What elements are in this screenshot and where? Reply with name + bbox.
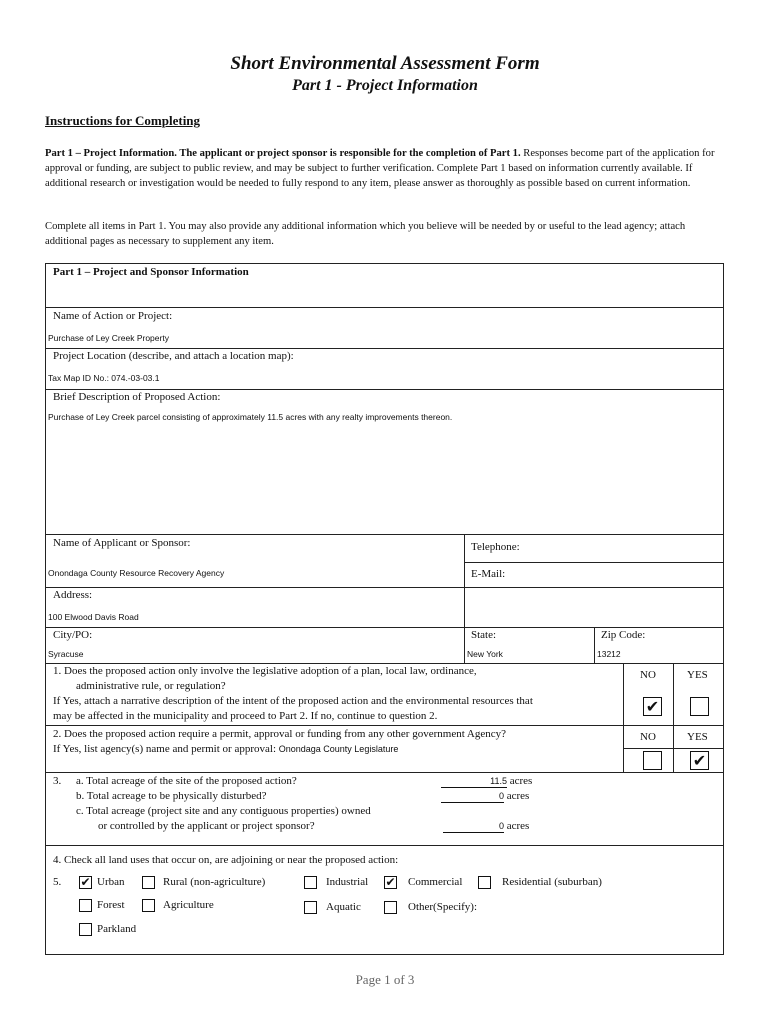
- q1-line4: may be affected in the municipality and proceed to Part 2. If no, continue to question 2.: [53, 710, 438, 722]
- q2-no-checkbox[interactable]: [643, 751, 662, 770]
- page-footer: Page 1 of 3: [355, 972, 415, 987]
- q4-text: 4. Check all land uses that occur on, are adjoining or near the proposed action:: [53, 854, 399, 866]
- section-title: Part 1 – Project and Sponsor Information: [53, 266, 249, 278]
- email-label: E-Mail:: [471, 568, 506, 580]
- q3c-label-1: c. Total acreage (project site and any contiguous properties) owned: [76, 805, 371, 817]
- zip-label: Zip Code:: [601, 629, 646, 641]
- instructions-paragraph-2: Complete all items in Part 1. You may also provide any additional information which you believe will be needed by or useful to the lead agency; attach additional pages as necessary to supplement any item.: [45, 221, 686, 247]
- industrial-label: Industrial: [326, 876, 369, 888]
- q3c-unit: acres: [506, 820, 530, 832]
- industrial-checkbox[interactable]: [304, 876, 317, 889]
- form-title: Short Environmental Assessment Form: [230, 53, 540, 74]
- q2-yes-checkbox[interactable]: ✔: [690, 751, 709, 770]
- forest-label: Forest: [97, 899, 125, 911]
- city-label: City/PO:: [53, 629, 93, 641]
- residential-label: Residential (suburban): [502, 876, 602, 888]
- agriculture-label: Agriculture: [163, 899, 214, 911]
- q2-yes-label: YES: [687, 731, 708, 743]
- telephone-label: Telephone:: [471, 541, 520, 553]
- commercial-label: Commercial: [408, 876, 463, 888]
- state-label: State:: [471, 629, 497, 641]
- q3c-value[interactable]: 0: [443, 821, 504, 833]
- aquatic-label: Aquatic: [326, 901, 361, 913]
- zip-value[interactable]: 13212: [597, 649, 621, 659]
- q2-agency-value[interactable]: Onondaga County Legislature: [278, 744, 399, 754]
- project-location-value[interactable]: Tax Map ID No.: 074.-03-03.1: [48, 373, 160, 383]
- parkland-checkbox[interactable]: [79, 923, 92, 936]
- instructions-para1-bold: Part 1 – Project Information. The applicant or project sponsor is responsible for the completion of Part 1.: [45, 148, 521, 159]
- project-name-value[interactable]: Purchase of Ley Creek Property: [48, 333, 169, 343]
- q3c-answer: [443, 820, 529, 833]
- urban-label: Urban: [97, 876, 125, 888]
- q1-no-label: NO: [640, 669, 656, 681]
- aquatic-checkbox[interactable]: [304, 901, 317, 914]
- q5-number: 5.: [53, 876, 62, 888]
- instructions-paragraph-1: [45, 146, 725, 191]
- instructions-heading: Instructions for Completing: [45, 113, 201, 128]
- applicant-label: Name of Applicant or Sponsor:: [53, 537, 191, 549]
- q3b-value[interactable]: 0: [441, 791, 504, 803]
- q1-yes-label: YES: [687, 669, 708, 681]
- q3a-answer: [441, 775, 532, 788]
- city-value[interactable]: Syracuse: [48, 649, 84, 659]
- q3a-unit: acres: [509, 775, 533, 787]
- q1-yes-checkbox[interactable]: [690, 697, 709, 716]
- q3c-label-2: or controlled by the applicant or project sponsor?: [98, 820, 315, 832]
- q3-number: 3.: [53, 775, 62, 787]
- q3b-label: b. Total acreage to be physically disturbed?: [76, 790, 267, 802]
- agriculture-checkbox[interactable]: [142, 899, 155, 912]
- parkland-label: Parkland: [97, 923, 137, 935]
- form-subtitle: Part 1 - Project Information: [292, 77, 478, 94]
- address-value[interactable]: 100 Elwood Davis Road: [48, 612, 139, 622]
- q1-line1: 1. Does the proposed action only involve the legislative adoption of a plan, local law, ordinance,: [53, 665, 477, 677]
- other-label: Other(Specify):: [408, 901, 478, 913]
- project-info-form: [45, 263, 724, 955]
- q1-no-checkbox[interactable]: ✔: [643, 697, 662, 716]
- q1-line2: administrative rule, or regulation?: [76, 680, 226, 692]
- applicant-value[interactable]: Onondaga County Resource Recovery Agency: [48, 568, 225, 578]
- q1-line3: If Yes, attach a narrative description of the intent of the proposed action and the environmental resources that: [53, 695, 533, 707]
- q2-line1: 2. Does the proposed action require a permit, approval or funding from any other government Agency?: [53, 728, 506, 740]
- other-checkbox[interactable]: [384, 901, 397, 914]
- q3a-value[interactable]: 11.5: [441, 776, 507, 788]
- q3b-answer: [441, 790, 529, 803]
- project-location-label: Project Location (describe, and attach a location map):: [53, 350, 294, 362]
- q3a-label: a. Total acreage of the site of the proposed action?: [76, 775, 297, 787]
- instructions-para1-rest: Responses become part of the application for approval or funding, are subject to public review, and may be subject to further verification. Complete Part 1 based on information currently available. If additional research or investigation would be needed to fully respond to any item, please answer as thoroughly as possible based on current information.: [45, 148, 715, 189]
- state-value[interactable]: New York: [467, 649, 503, 659]
- urban-checkbox[interactable]: ✔: [80, 875, 91, 889]
- forest-checkbox[interactable]: [79, 899, 92, 912]
- commercial-checkbox[interactable]: ✔: [385, 875, 396, 889]
- rural-label: Rural (non-agriculture): [163, 876, 266, 888]
- q2-line2-text: If Yes, list agency(s) name and permit or approval:: [53, 743, 276, 755]
- description-value[interactable]: Purchase of Ley Creek parcel consisting of approximately 11.5 acres with any realty improvements thereon.: [48, 412, 453, 422]
- q3b-unit: acres: [506, 790, 530, 802]
- description-label: Brief Description of Proposed Action:: [53, 391, 221, 403]
- rural-checkbox[interactable]: [142, 876, 155, 889]
- project-name-label: Name of Action or Project:: [53, 310, 173, 322]
- residential-checkbox[interactable]: [478, 876, 491, 889]
- q2-no-label: NO: [640, 731, 656, 743]
- address-label: Address:: [53, 589, 93, 601]
- q2-line2: [53, 743, 398, 755]
